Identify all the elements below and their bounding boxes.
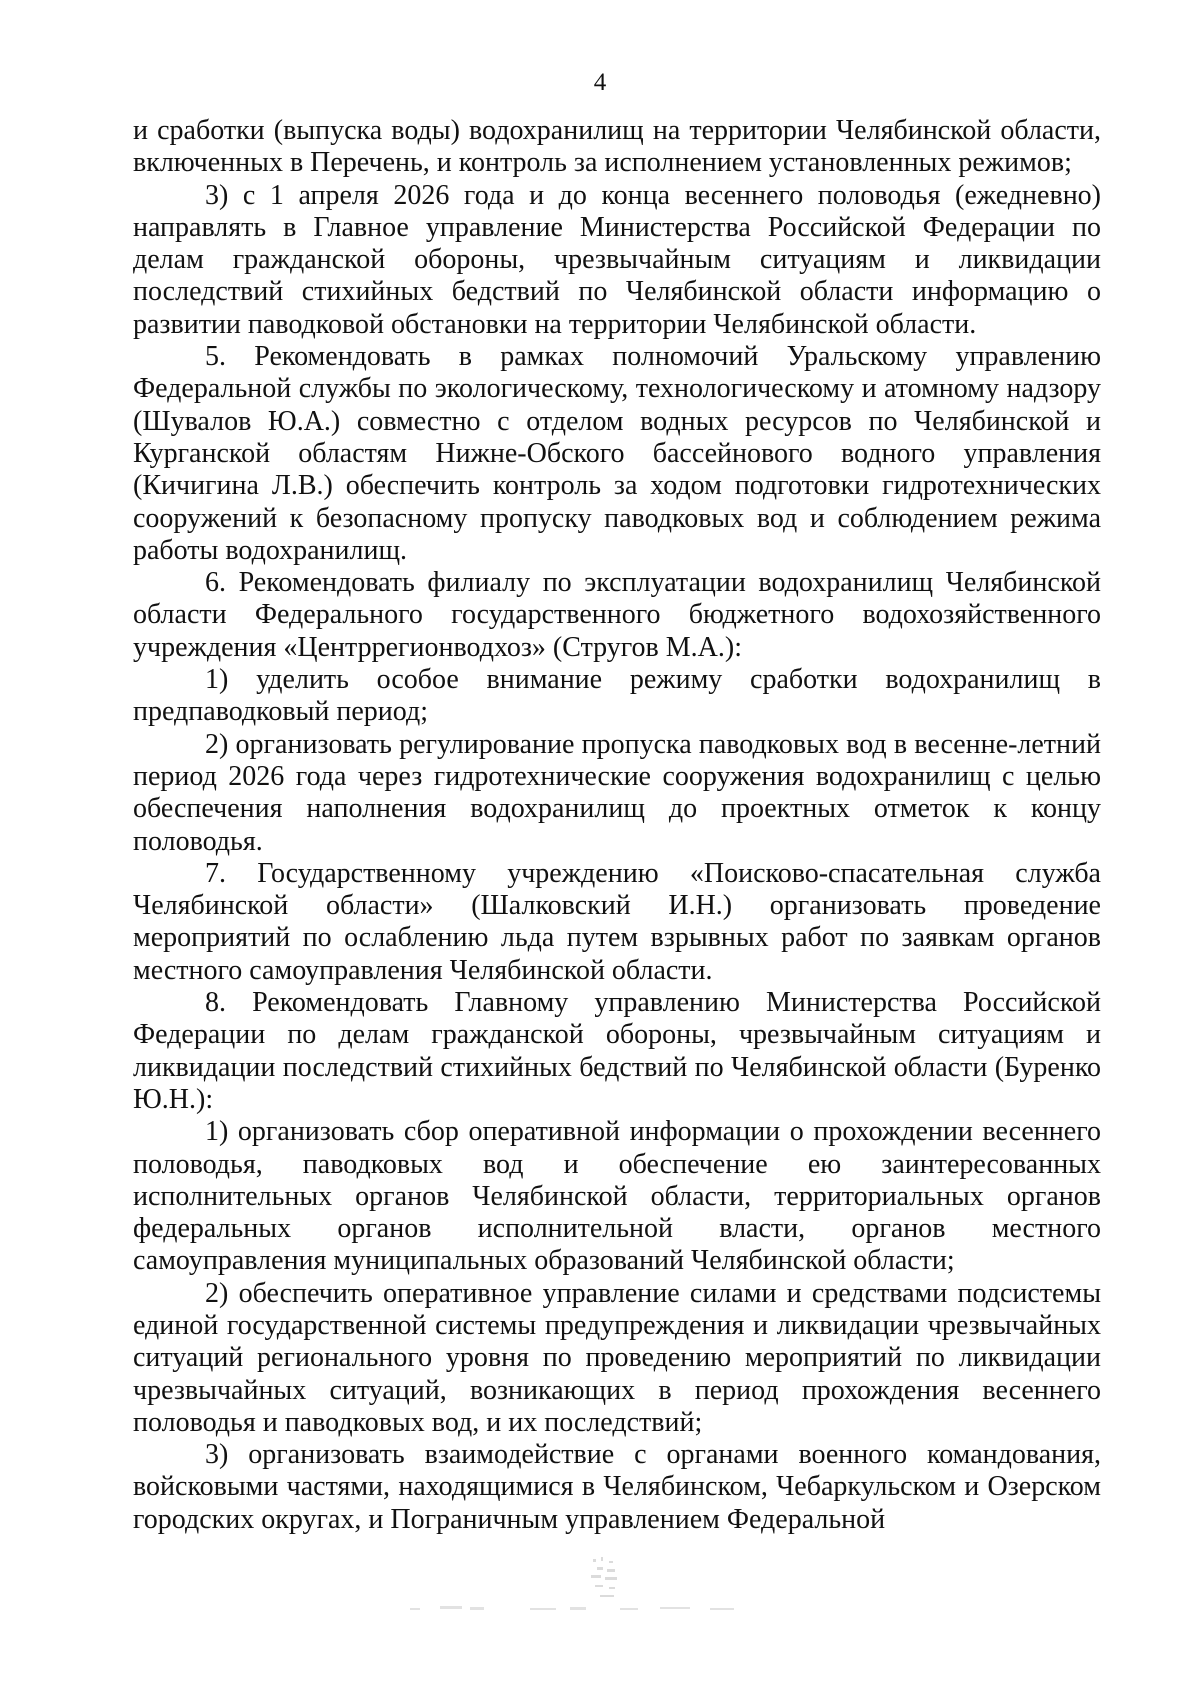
paragraph-8-item-2: 2) обеспечить оперативное управление силами и средствами подсистемы единой государственной системы предупреждения и ликвидации чрезвычайных ситуаций регионального уровня по проведению мероприятий по ликвидации чрезвычайных ситуаций, возникающих в период прохождения весеннего половодья и паводковых вод, и их последствий;	[133, 1277, 1101, 1438]
paragraph-6-item-2: 2) организовать регулирование пропуска паводковых вод в весенне-летний период 2026 года через гидротехнические сооружения водохранилищ с целью обеспечения наполнения водохранилищ до проектных отметок к концу половодья.	[133, 728, 1101, 857]
paragraph-5-rostekhnadzor: 5. Рекомендовать в рамках полномочий Уральскому управлению Федеральной службы по экологическому, технологическому и атомному надзору (Шувалов Ю.А.) совместно с отделом водных ресурсов по Челябинской и Курганской областям Нижне-Обского бассейнового водного управления (Кичигина Л.В.) обеспечить контроль за ходом подготовки гидротехнических сооружений к безопасному пропуску паводковых вод и соблюдением режима работы водохранилищ.	[133, 341, 1101, 566]
scan-artifact-marks	[410, 1603, 770, 1615]
paragraph-6-reservoir-branch: 6. Рекомендовать филиалу по эксплуатации водохранилищ Челябинской области Федерального государственного бюджетного водохозяйственного учреждения «Центррегионводхоз» (Стругов М.А.):	[133, 567, 1101, 663]
paragraph-7-rescue-service: 7. Государственному учреждению «Поисково-спасательная служба Челябинской области» (Шалковский И.Н.) организовать проведение мероприятий по ослаблению льда путем взрывных работ по заявкам органов местного самоуправления Челябинской области.	[133, 857, 1101, 986]
page-number: 4	[593, 69, 607, 96]
paragraph-6-item-1: 1) уделить особое внимание режиму сработки водохранилищ в предпаводковый период;	[133, 664, 1101, 728]
faint-stamp-mark	[585, 1555, 629, 1601]
paragraph-8-emergency-ministry: 8. Рекомендовать Главному управлению Министерства Российской Федерации по делам гражданской обороны, чрезвычайным ситуациям и ликвидации последствий стихийных бедствий по Челябинской области (Буренко Ю.Н.):	[133, 987, 1101, 1115]
paragraph-8-item-3: 3) организовать взаимодействие с органами военного командования, войсковыми частями, находящимися в Челябинском, Чебаркульском и Озерском городских округах, и Пограничным управлением Федеральной	[133, 1439, 1101, 1535]
paragraph-continuation: и сработки (выпуска воды) водохранилищ на территории Челябинской области, включенных в Перечень, и контроль за исполнением установленных режимов;	[133, 115, 1101, 179]
paragraph-item-3-daily-reporting: 3) с 1 апреля 2026 года и до конца весеннего половодья (ежедневно) направлять в Главное управление Министерства Российской Федерации по делам гражданской обороны, чрезвычайным ситуациям и ликвидации последствий стихийных бедствий по Челябинской области информацию о развитии паводковой обстановки на территории Челябинской области.	[133, 179, 1101, 340]
document-body	[133, 115, 1101, 1536]
paragraph-8-item-1: 1) организовать сбор оперативной информации о прохождении весеннего половодья, паводковых вод и обеспечение ею заинтересованных исполнительных органов Челябинской области, территориальных органов федеральных органов исполнительной власти, органов местного самоуправления муниципальных образований Челябинской области;	[133, 1116, 1101, 1277]
